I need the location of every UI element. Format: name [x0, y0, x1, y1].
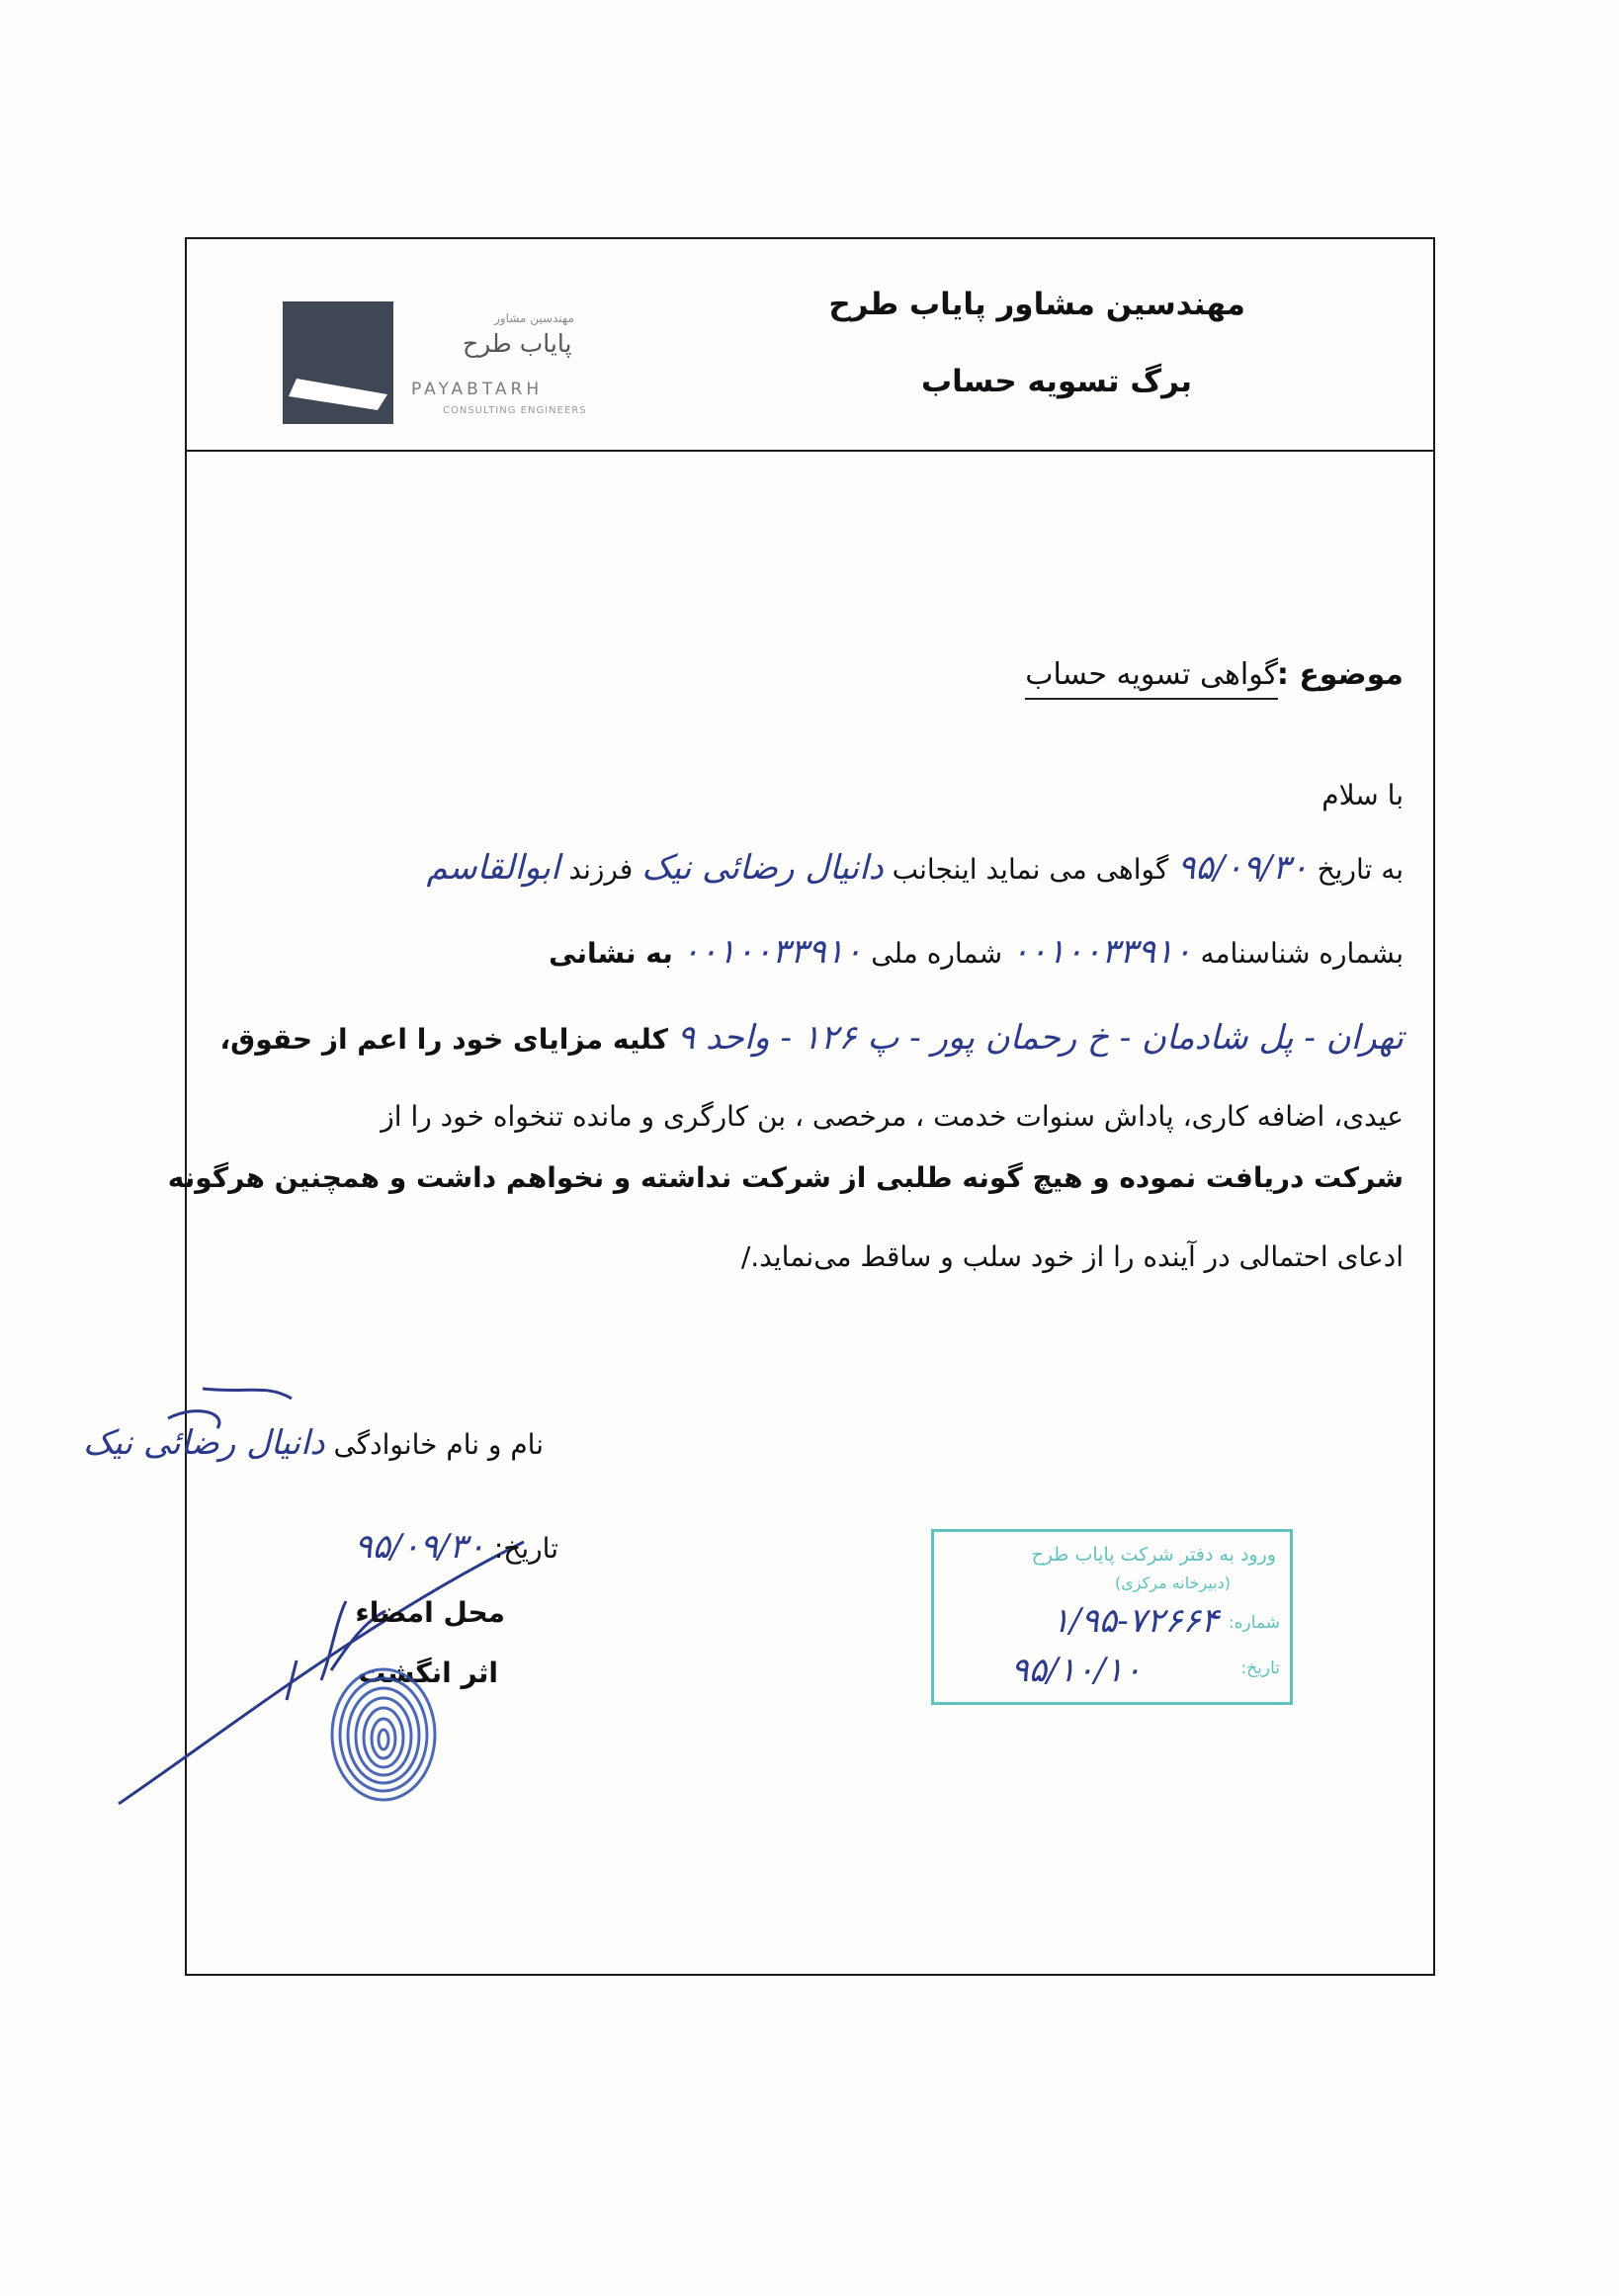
date-field [297, 1527, 558, 1567]
line1-prefix: به تاریخ [1317, 853, 1404, 886]
handwritten-birth-cert-no: ۰۰۱۰۰۳۳۹۱۰ [1010, 932, 1192, 972]
date-label: تاریخ: [493, 1532, 558, 1565]
letter-line-1 [427, 848, 1405, 890]
logo-name-en: PAYABTARH [411, 380, 544, 399]
letter-line-5: شرکت دریافت نموده و هیچ گونه طلبی از شرکت نداشته و نخواهم داشت و همچنین هرگونه [167, 1161, 1404, 1194]
stamp-date-value: ۹۵/۱۰/۱۰ [1010, 1651, 1142, 1690]
handwritten-father-name: ابوالقاسم [426, 848, 560, 888]
signature-scribble [109, 1374, 623, 1888]
stamp-line-2: (دبیرخانه مرکزی) [1115, 1573, 1231, 1592]
letter-line-4: عیدی، اضافه کاری، پاداش سنوات خدمت ، مرخصی ، بن کارگری و مانده تنخواه خود را از [381, 1100, 1404, 1133]
stamp-number-value: ۱/۹۵-۷۲۶۶۴ [1051, 1601, 1219, 1641]
logo-caption-small: مهندسین مشاور [494, 311, 574, 325]
line2-prefix: بشماره شناسنامه [1200, 937, 1404, 970]
line2-national-id-label: شماره ملی [871, 937, 1003, 970]
name-label: نام و نام خانوادگی [333, 1428, 544, 1461]
handwritten-address: تهران - پل شادمان - خ رحمان پور - پ ۱۲۶ - واحد ۹ [676, 1018, 1404, 1058]
fingerprint-mark [324, 1660, 443, 1809]
line2-address-label: به نشانی [549, 937, 673, 970]
line1-certify: گواهی می نماید اینجانب [892, 853, 1169, 886]
company-logo-mark [283, 301, 393, 424]
stamp-line-1: ورود به دفتر شرکت پایاب طرح [1031, 1544, 1276, 1566]
form-title: برگ تسویه حساب [921, 364, 1192, 399]
handwritten-sign-date: ۹۵/۰۹/۳۰ [354, 1527, 485, 1567]
fingerprint-label: اثر انگشت [358, 1657, 498, 1689]
line3-benefits: کلیه مزایای خود را اعم از حقوق، [219, 1023, 668, 1056]
letter-line-2 [549, 932, 1404, 974]
letter-line-3 [220, 1018, 1404, 1060]
header-divider [185, 450, 1435, 452]
handwritten-national-id: ۰۰۱۰۰۳۳۹۱۰ [681, 932, 863, 972]
handwritten-name: دانیال رضائی نیک [641, 848, 884, 888]
greeting: با سلام [1321, 779, 1404, 811]
stamp-number-label: شماره: [1228, 1613, 1280, 1633]
subject-value: گواهی تسویه حساب [1025, 657, 1278, 700]
handwritten-signature-name: دانیال رضائی نیک [82, 1423, 325, 1463]
registry-stamp [931, 1529, 1293, 1705]
subject-label: موضوع : [1276, 657, 1404, 692]
company-name: مهندسین مشاور پایاب طرح [828, 287, 1245, 322]
letter-line-6: ادعای احتمالی در آینده را از خود سلب و ساقط می‌نماید./ [740, 1240, 1404, 1273]
logo-name-fa: پایاب طرح [463, 329, 572, 358]
logo-subtitle-en: CONSULTING ENGINEERS [443, 405, 587, 416]
stamp-date-label: تاریخ: [1240, 1658, 1280, 1678]
sign-place-label: محل امضاء [355, 1596, 505, 1629]
line1-child-of: فرزند [568, 853, 634, 886]
handwritten-date: ۹۵/۰۹/۳۰ [1177, 848, 1309, 888]
